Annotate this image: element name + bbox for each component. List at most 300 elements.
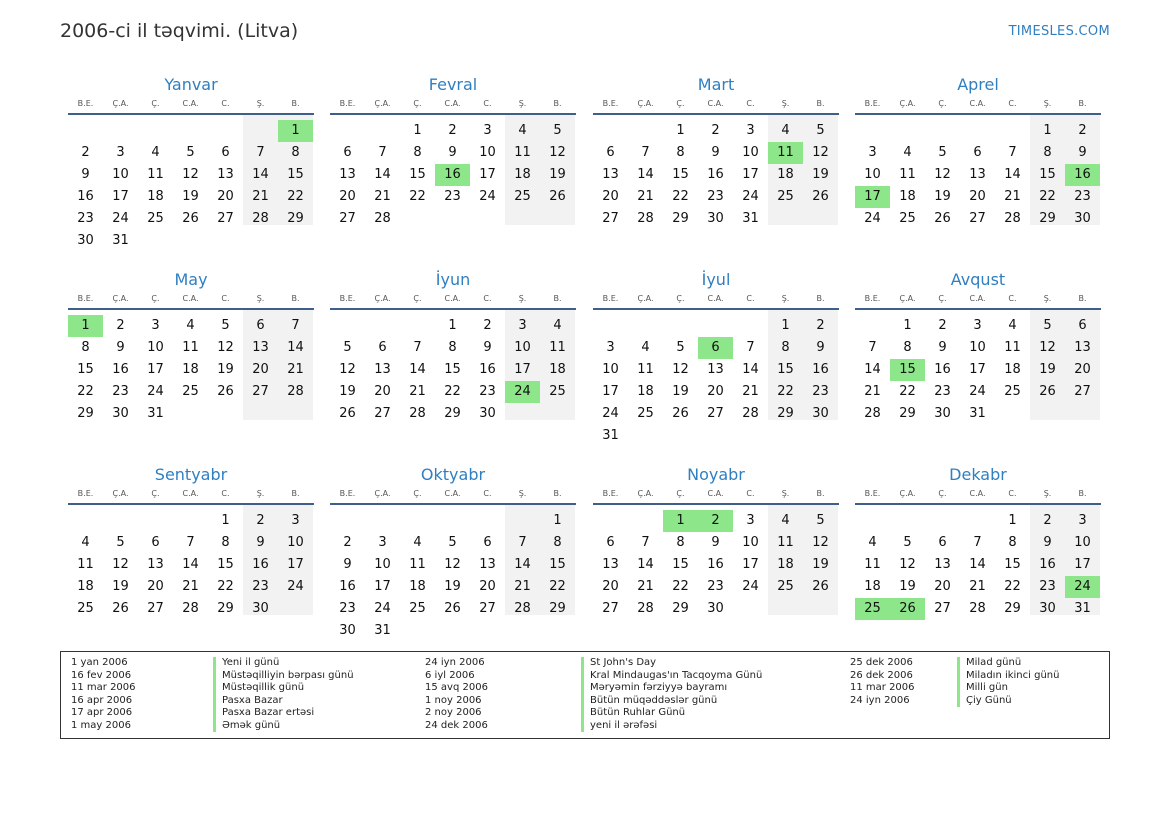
day-cell: 31 [742, 211, 759, 226]
legend-holiday-name: Bütün Ruhlar Günü [581, 707, 685, 720]
legend-holiday-name: Çiy Günü [957, 695, 1012, 708]
month-block [330, 465, 576, 655]
holiday-day-cell: 24 [1065, 576, 1100, 598]
weekday-label: Ç. [676, 99, 685, 108]
day-cell: 8 [221, 535, 230, 550]
day-cell: 9 [256, 535, 265, 550]
day-cell: 3 [378, 535, 387, 550]
day-cell: 20 [1074, 362, 1091, 377]
weekday-label: B.E. [864, 99, 881, 108]
day-cell: 16 [934, 362, 951, 377]
day-cell: 16 [707, 557, 724, 572]
day-cell: 29 [77, 406, 94, 421]
weekday-label: C.A. [707, 99, 724, 108]
day-cell: 18 [637, 384, 654, 399]
day-cell: 30 [707, 601, 724, 616]
day-cell: 24 [287, 579, 304, 594]
day-cell: 20 [602, 189, 619, 204]
day-cell: 19 [1039, 362, 1056, 377]
weekday-label: Ş. [1043, 294, 1052, 303]
day-cell: 25 [777, 189, 794, 204]
day-cell: 9 [343, 557, 352, 572]
legend-date: 6 iyl 2006 [425, 669, 475, 681]
weekday-label: Ç.A. [899, 99, 916, 108]
day-cell: 24 [147, 384, 164, 399]
day-cell: 26 [549, 189, 566, 204]
weekday-label: C.A. [444, 294, 461, 303]
day-cell: 11 [147, 167, 164, 182]
day-cell: 28 [637, 211, 654, 226]
day-cell: 15 [217, 557, 234, 572]
day-cell: 14 [374, 167, 391, 182]
weekday-label: C. [746, 99, 755, 108]
day-cell: 27 [147, 601, 164, 616]
day-cell: 28 [742, 406, 759, 421]
holiday-day-cell: 6 [698, 337, 733, 359]
day-cell: 10 [742, 145, 759, 160]
holiday-day-cell: 1 [663, 510, 698, 532]
day-cell: 19 [899, 579, 916, 594]
day-cell: 2 [483, 318, 492, 333]
day-cell: 5 [816, 513, 825, 528]
brand-link[interactable]: TIMESLES.COM [1008, 24, 1110, 39]
day-cell: 18 [549, 362, 566, 377]
weekday-label: Ç. [413, 489, 422, 498]
day-cell: 13 [707, 362, 724, 377]
day-cell: 22 [549, 579, 566, 594]
day-cell: 20 [707, 384, 724, 399]
day-cell: 5 [938, 145, 947, 160]
day-cell: 19 [549, 167, 566, 182]
day-cell: 21 [252, 189, 269, 204]
day-cell: 2 [343, 535, 352, 550]
day-cell: 9 [81, 167, 90, 182]
legend-date: 16 fev 2006 [71, 669, 132, 681]
day-cell: 21 [742, 384, 759, 399]
day-cell: 15 [409, 167, 426, 182]
weekday-header [330, 292, 576, 310]
day-cell: 8 [781, 340, 790, 355]
month-name: Mart [697, 75, 735, 94]
legend-date: 24 dek 2006 [425, 719, 488, 731]
day-cell: 28 [252, 211, 269, 226]
day-cell: 11 [777, 535, 794, 550]
day-cell: 27 [1074, 384, 1091, 399]
weekday-label: Ç.A. [637, 489, 654, 498]
day-cell: 3 [746, 513, 755, 528]
day-cell: 13 [147, 557, 164, 572]
weekday-label: B. [291, 489, 300, 498]
day-cell: 8 [291, 145, 300, 160]
weekday-label: C.A. [969, 489, 986, 498]
holiday-day-cell: 26 [890, 598, 925, 620]
day-cell: 3 [868, 145, 877, 160]
day-cell: 4 [868, 535, 877, 550]
month-block [593, 75, 839, 265]
day-cell: 8 [1008, 535, 1017, 550]
day-cell: 28 [409, 406, 426, 421]
weekday-label: C.A. [707, 489, 724, 498]
day-cell: 21 [287, 362, 304, 377]
day-cell: 26 [1039, 384, 1056, 399]
weekday-label: C.A. [182, 489, 199, 498]
day-cell: 8 [448, 340, 457, 355]
weekday-label: C. [746, 294, 755, 303]
day-cell: 8 [413, 145, 422, 160]
day-cell: 13 [339, 167, 356, 182]
day-cell: 18 [182, 362, 199, 377]
day-cell: 4 [641, 340, 650, 355]
day-cell: 10 [479, 145, 496, 160]
day-cell: 16 [77, 189, 94, 204]
day-cell: 11 [409, 557, 426, 572]
day-cell: 21 [637, 579, 654, 594]
day-cell: 21 [409, 384, 426, 399]
day-cell: 24 [742, 189, 759, 204]
weekday-label: Ş. [1043, 99, 1052, 108]
weekday-label: C. [221, 99, 230, 108]
day-cell: 17 [479, 167, 496, 182]
legend-holiday-name: Bütün müqəddəslər günü [581, 695, 717, 708]
day-cell: 15 [1039, 167, 1056, 182]
day-cell: 9 [711, 145, 720, 160]
day-cell: 29 [777, 406, 794, 421]
legend-date: 11 mar 2006 [71, 682, 136, 693]
weekday-label: Ç.A. [899, 489, 916, 498]
day-cell: 9 [938, 340, 947, 355]
legend-date: 24 iyn 2006 [850, 694, 910, 706]
holiday-day-cell: 1 [68, 315, 103, 337]
day-cell: 3 [973, 318, 982, 333]
day-cell: 7 [518, 535, 527, 550]
day-cell: 2 [81, 145, 90, 160]
day-cell: 3 [1078, 513, 1087, 528]
day-cell: 9 [816, 340, 825, 355]
day-cell: 2 [938, 318, 947, 333]
day-cell: 23 [707, 189, 724, 204]
day-cell: 3 [483, 123, 492, 138]
day-cell: 10 [1074, 535, 1091, 550]
day-cell: 26 [672, 406, 689, 421]
day-cell: 10 [602, 362, 619, 377]
day-cell: 23 [707, 579, 724, 594]
day-cell: 16 [1039, 557, 1056, 572]
weekday-header [68, 97, 314, 115]
weekday-header [330, 487, 576, 505]
weekday-header [855, 487, 1101, 505]
day-cell: 30 [77, 233, 94, 248]
day-cell: 19 [934, 189, 951, 204]
day-cell: 2 [1043, 513, 1052, 528]
day-cell: 29 [672, 601, 689, 616]
weekday-label: Ş. [256, 99, 265, 108]
day-cell: 2 [816, 318, 825, 333]
day-cell: 25 [147, 211, 164, 226]
day-cell: 13 [1074, 340, 1091, 355]
day-cell: 7 [868, 340, 877, 355]
weekday-label: Ş. [518, 99, 527, 108]
day-cell: 25 [777, 579, 794, 594]
weekday-label: B.E. [864, 294, 881, 303]
day-cell: 10 [514, 340, 531, 355]
day-cell: 21 [514, 579, 531, 594]
day-cell: 7 [413, 340, 422, 355]
weekday-label: Ş. [256, 294, 265, 303]
day-cell: 10 [864, 167, 881, 182]
day-cell: 19 [182, 189, 199, 204]
month-name: İyul [701, 270, 731, 289]
day-cell: 13 [252, 340, 269, 355]
day-cell: 13 [479, 557, 496, 572]
day-cell: 14 [742, 362, 759, 377]
holiday-legend [60, 651, 1110, 739]
day-cell: 21 [864, 384, 881, 399]
day-cell: 7 [256, 145, 265, 160]
day-cell: 13 [217, 167, 234, 182]
weekday-label: Ç.A. [112, 99, 129, 108]
weekday-header [593, 292, 839, 310]
month-name: Noyabr [687, 465, 745, 484]
day-cell: 18 [1004, 362, 1021, 377]
day-cell: 18 [777, 557, 794, 572]
day-cell: 3 [151, 318, 160, 333]
legend-holiday-name: Əmək günü [213, 720, 280, 733]
day-cell: 9 [1043, 535, 1052, 550]
day-cell: 17 [374, 579, 391, 594]
day-cell: 29 [1039, 211, 1056, 226]
weekday-label: Ç. [938, 294, 947, 303]
day-cell: 21 [969, 579, 986, 594]
day-cell: 25 [549, 384, 566, 399]
legend-holiday-name: Miladın ikinci günü [957, 670, 1059, 683]
month-name: İyun [435, 270, 471, 289]
day-cell: 31 [969, 406, 986, 421]
day-cell: 12 [339, 362, 356, 377]
weekday-label: C.A. [969, 294, 986, 303]
day-cell: 8 [1043, 145, 1052, 160]
weekday-header [855, 97, 1101, 115]
day-cell: 3 [518, 318, 527, 333]
weekday-label: Ş. [256, 489, 265, 498]
weekday-label: B.E. [602, 489, 619, 498]
day-cell: 14 [1004, 167, 1021, 182]
day-cell: 8 [676, 145, 685, 160]
day-cell: 7 [973, 535, 982, 550]
day-cell: 11 [637, 362, 654, 377]
legend-holiday-name: Kral Mindaugas'ın Tacqoyma Günü [581, 670, 762, 683]
legend-date: 24 iyn 2006 [425, 657, 485, 668]
day-cell: 30 [707, 211, 724, 226]
weekday-label: Ş. [781, 99, 790, 108]
day-cell: 6 [606, 535, 615, 550]
weekday-label: Ş. [1043, 489, 1052, 498]
day-cell: 28 [374, 211, 391, 226]
weekday-header [68, 487, 314, 505]
day-cell: 26 [812, 189, 829, 204]
day-cell: 5 [186, 145, 195, 160]
holiday-day-cell: 2 [698, 510, 733, 532]
day-cell: 16 [339, 579, 356, 594]
day-cell: 13 [602, 557, 619, 572]
day-cell: 22 [217, 579, 234, 594]
day-cell: 20 [602, 579, 619, 594]
weekday-label: C. [1008, 489, 1017, 498]
holiday-day-cell: 17 [855, 186, 890, 208]
day-cell: 10 [147, 340, 164, 355]
day-cell: 27 [602, 601, 619, 616]
legend-date: 2 noy 2006 [425, 707, 482, 718]
weekday-label: Ç. [413, 99, 422, 108]
day-cell: 24 [374, 601, 391, 616]
weekday-label: C.A. [707, 294, 724, 303]
day-cell: 4 [781, 513, 790, 528]
weekday-label: B. [1078, 294, 1087, 303]
day-cell: 5 [448, 535, 457, 550]
day-cell: 28 [514, 601, 531, 616]
day-cell: 9 [711, 535, 720, 550]
day-cell: 20 [252, 362, 269, 377]
day-cell: 7 [641, 145, 650, 160]
day-cell: 15 [287, 167, 304, 182]
legend-date: 25 dek 2006 [850, 657, 913, 668]
day-cell: 10 [742, 535, 759, 550]
day-cell: 5 [676, 340, 685, 355]
day-cell: 10 [112, 167, 129, 182]
day-cell: 11 [514, 145, 531, 160]
month-name: Fevral [428, 75, 478, 94]
day-cell: 29 [1004, 601, 1021, 616]
day-cell: 17 [112, 189, 129, 204]
month-name: Dekabr [949, 465, 1007, 484]
day-cell: 9 [448, 145, 457, 160]
day-cell: 17 [287, 557, 304, 572]
day-cell: 4 [781, 123, 790, 138]
month-name: Yanvar [164, 75, 218, 94]
day-cell: 25 [182, 384, 199, 399]
day-cell: 25 [77, 601, 94, 616]
weekday-label: B.E. [339, 99, 356, 108]
day-cell: 5 [116, 535, 125, 550]
day-cell: 6 [483, 535, 492, 550]
day-cell: 26 [934, 211, 951, 226]
day-cell: 17 [1074, 557, 1091, 572]
weekday-label: B. [816, 99, 825, 108]
day-cell: 12 [112, 557, 129, 572]
weekday-label: Ç.A. [899, 294, 916, 303]
month-block [855, 465, 1101, 655]
weekday-label: B. [553, 99, 562, 108]
day-cell: 14 [637, 557, 654, 572]
legend-holiday-name: Pasxa Bazar [213, 695, 283, 708]
day-cell: 30 [112, 406, 129, 421]
weekday-label: Ç. [413, 294, 422, 303]
day-cell: 7 [746, 340, 755, 355]
month-block [593, 270, 839, 460]
legend-holiday-name: Milli gün [957, 682, 1008, 695]
day-cell: 26 [812, 579, 829, 594]
day-cell: 17 [602, 384, 619, 399]
weekday-label: C. [1008, 99, 1017, 108]
day-cell: 4 [553, 318, 562, 333]
day-cell: 17 [742, 167, 759, 182]
legend-holiday-name: St John's Day [581, 657, 656, 670]
day-cell: 31 [374, 623, 391, 638]
day-cell: 25 [409, 601, 426, 616]
day-cell: 2 [448, 123, 457, 138]
day-cell: 29 [217, 601, 234, 616]
day-cell: 23 [77, 211, 94, 226]
weekday-label: B.E. [339, 489, 356, 498]
day-cell: 7 [1008, 145, 1017, 160]
weekday-label: B. [1078, 99, 1087, 108]
legend-holiday-name: Pasxa Bazar ertəsi [213, 707, 314, 720]
day-cell: 8 [553, 535, 562, 550]
legend-date: 17 apr 2006 [71, 707, 133, 718]
day-cell: 18 [77, 579, 94, 594]
weekday-header [593, 487, 839, 505]
day-cell: 16 [479, 362, 496, 377]
day-cell: 12 [672, 362, 689, 377]
day-cell: 13 [602, 167, 619, 182]
day-cell: 1 [1008, 513, 1017, 528]
day-cell: 15 [777, 362, 794, 377]
weekday-label: B. [291, 294, 300, 303]
month-block [330, 270, 576, 460]
day-cell: 29 [549, 601, 566, 616]
day-cell: 23 [339, 601, 356, 616]
weekday-label: C. [221, 294, 230, 303]
day-cell: 9 [1078, 145, 1087, 160]
weekday-label: Ç.A. [374, 99, 391, 108]
day-cell: 15 [672, 167, 689, 182]
day-cell: 29 [672, 211, 689, 226]
day-cell: 5 [221, 318, 230, 333]
legend-date: 1 noy 2006 [425, 694, 482, 706]
day-cell: 13 [374, 362, 391, 377]
day-cell: 12 [934, 167, 951, 182]
day-cell: 23 [1074, 189, 1091, 204]
day-cell: 30 [812, 406, 829, 421]
day-cell: 19 [217, 362, 234, 377]
day-cell: 8 [676, 535, 685, 550]
day-cell: 10 [287, 535, 304, 550]
day-cell: 6 [378, 340, 387, 355]
day-cell: 9 [483, 340, 492, 355]
month-block [68, 270, 314, 460]
day-cell: 29 [287, 211, 304, 226]
day-cell: 17 [514, 362, 531, 377]
weekday-label: B. [553, 294, 562, 303]
day-cell: 19 [112, 579, 129, 594]
legend-holiday-name: Müstəqillik günü [213, 682, 304, 695]
day-cell: 16 [252, 557, 269, 572]
weekday-label: B.E. [602, 99, 619, 108]
legend-date: 1 may 2006 [71, 719, 131, 731]
day-cell: 11 [1004, 340, 1021, 355]
day-cell: 30 [339, 623, 356, 638]
day-cell: 14 [252, 167, 269, 182]
day-cell: 31 [602, 428, 619, 443]
day-cell: 27 [217, 211, 234, 226]
day-cell: 9 [116, 340, 125, 355]
day-cell: 26 [444, 601, 461, 616]
legend-date: 16 apr 2006 [71, 694, 133, 706]
month-name: May [174, 270, 208, 289]
day-cell: 2 [116, 318, 125, 333]
day-cell: 12 [182, 167, 199, 182]
day-cell: 23 [252, 579, 269, 594]
day-cell: 21 [637, 189, 654, 204]
